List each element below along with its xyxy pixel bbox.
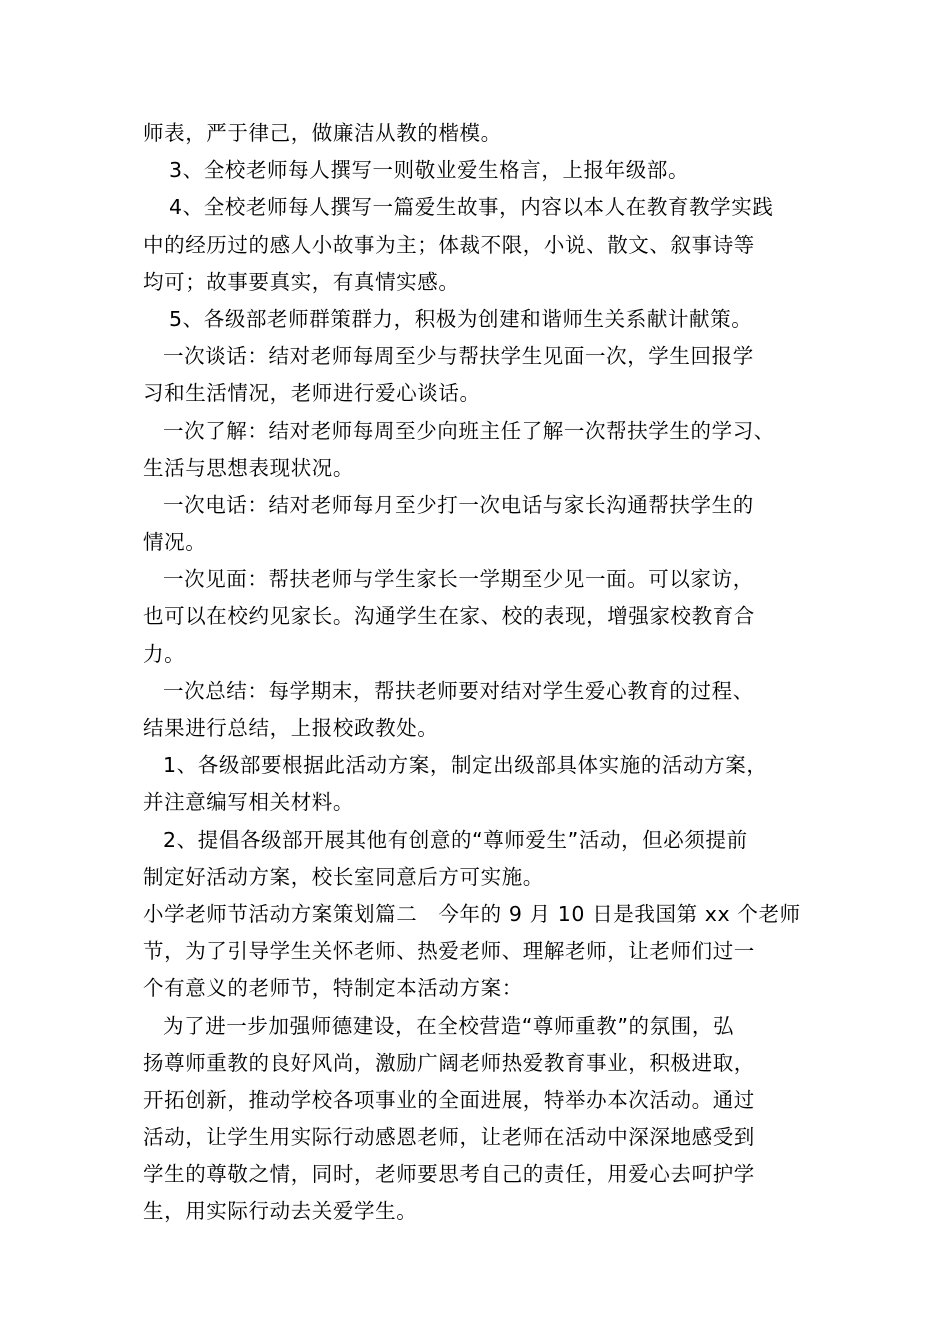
text-line: 习和生活情况，老师进行爱心谈话。 xyxy=(143,381,481,406)
text-line: 开拓创新，推动学校各项事业的全面进展，特举办本次活动。通过 xyxy=(143,1087,755,1112)
text-line: 3、全校老师每人撰写一则敬业爱生格言，上报年级部。 xyxy=(169,158,690,183)
text-line: 为了进一步加强师德建设，在全校营造“尊师重教”的氛围，弘 xyxy=(163,1013,735,1038)
paragraph-8 xyxy=(143,561,811,673)
paragraph-1 xyxy=(143,115,811,152)
text-line: 结果进行总结，上报校政教处。 xyxy=(143,716,439,740)
text-line: 小学老师节活动方案策划篇二 今年的 9 月 10 日是我国第 xx 个老师 xyxy=(143,901,801,926)
text-line: 制定好活动方案，校长室同意后方可实施。 xyxy=(143,864,544,889)
paragraph-12 xyxy=(143,896,811,1008)
paragraph-2 xyxy=(143,152,811,189)
text-line: 生活与思想表现状况。 xyxy=(143,455,354,480)
paragraph-11 xyxy=(143,822,811,896)
document-body xyxy=(143,115,811,1231)
text-line: 活动，让学生用实际行动感恩老师，让老师在活动中深深地感受到 xyxy=(143,1125,755,1150)
paragraph-3 xyxy=(143,189,811,301)
text-line: 2、提倡各级部开展其他有创意的“尊师爱生”活动，但必须提前 xyxy=(163,827,748,852)
paragraph-10 xyxy=(143,747,811,821)
text-line: 力。 xyxy=(143,641,186,666)
text-line: 4、全校老师每人撰写一篇爱生故事，内容以本人在教育教学实践 xyxy=(169,195,774,220)
text-line: 节，为了引导学生关怀老师、热爱老师、理解老师，让老师们过一 xyxy=(143,939,755,964)
text-line: 一次电话：结对老师每月至少打一次电话与家长沟通帮扶学生的 xyxy=(163,492,754,517)
text-line: 中的经历过的感人小故事为主；体裁不限，小说、散文、叙事诗等 xyxy=(143,232,755,257)
paragraph-13 xyxy=(143,1008,811,1231)
text-line: 也可以在校约见家长。沟通学生在家、校的表现，增强家校教育合 xyxy=(143,604,755,629)
text-line: 一次谈话：结对老师每周至少与帮扶学生见面一次，学生回报学 xyxy=(163,344,754,369)
text-line: 一次了解：结对老师每周至少向班主任了解一次帮扶学生的学习、 xyxy=(163,418,775,443)
text-line: 生，用实际行动去关爱学生。 xyxy=(143,1199,418,1224)
text-line: 一次见面：帮扶老师与学生家长一学期至少见一面。可以家访， xyxy=(163,567,754,592)
paragraph-6 xyxy=(143,413,811,487)
text-line: 学生的尊敬之情，同时，老师要思考自己的责任，用爱心去呵护学 xyxy=(143,1162,755,1187)
paragraph-9 xyxy=(143,673,811,747)
text-line: 一次总结：每学期末，帮扶老师要对结对学生爱心教育的过程、 xyxy=(163,678,754,703)
paragraph-7 xyxy=(143,487,811,561)
text-line: 1、各级部要根据此活动方案，制定出级部具体实施的活动方案， xyxy=(163,753,768,778)
text-line: 扬尊师重教的良好风尚，激励广阔老师热爱教育事业，积极进取， xyxy=(143,1050,755,1075)
text-line: 师表，严于律己，做廉洁从教的楷模。 xyxy=(143,121,502,145)
text-line: 并注意编写相关材料。 xyxy=(143,790,354,815)
text-line: 均可；故事要真实，有真情实感。 xyxy=(143,269,460,294)
text-line: 个有意义的老师节，特制定本活动方案： xyxy=(143,976,523,1001)
text-line: 情况。 xyxy=(143,530,207,555)
text-line: 5、各级部老师群策群力，积极为创建和谐师生关系献计献策。 xyxy=(169,306,753,331)
paragraph-4 xyxy=(143,301,811,338)
paragraph-5 xyxy=(143,338,811,412)
